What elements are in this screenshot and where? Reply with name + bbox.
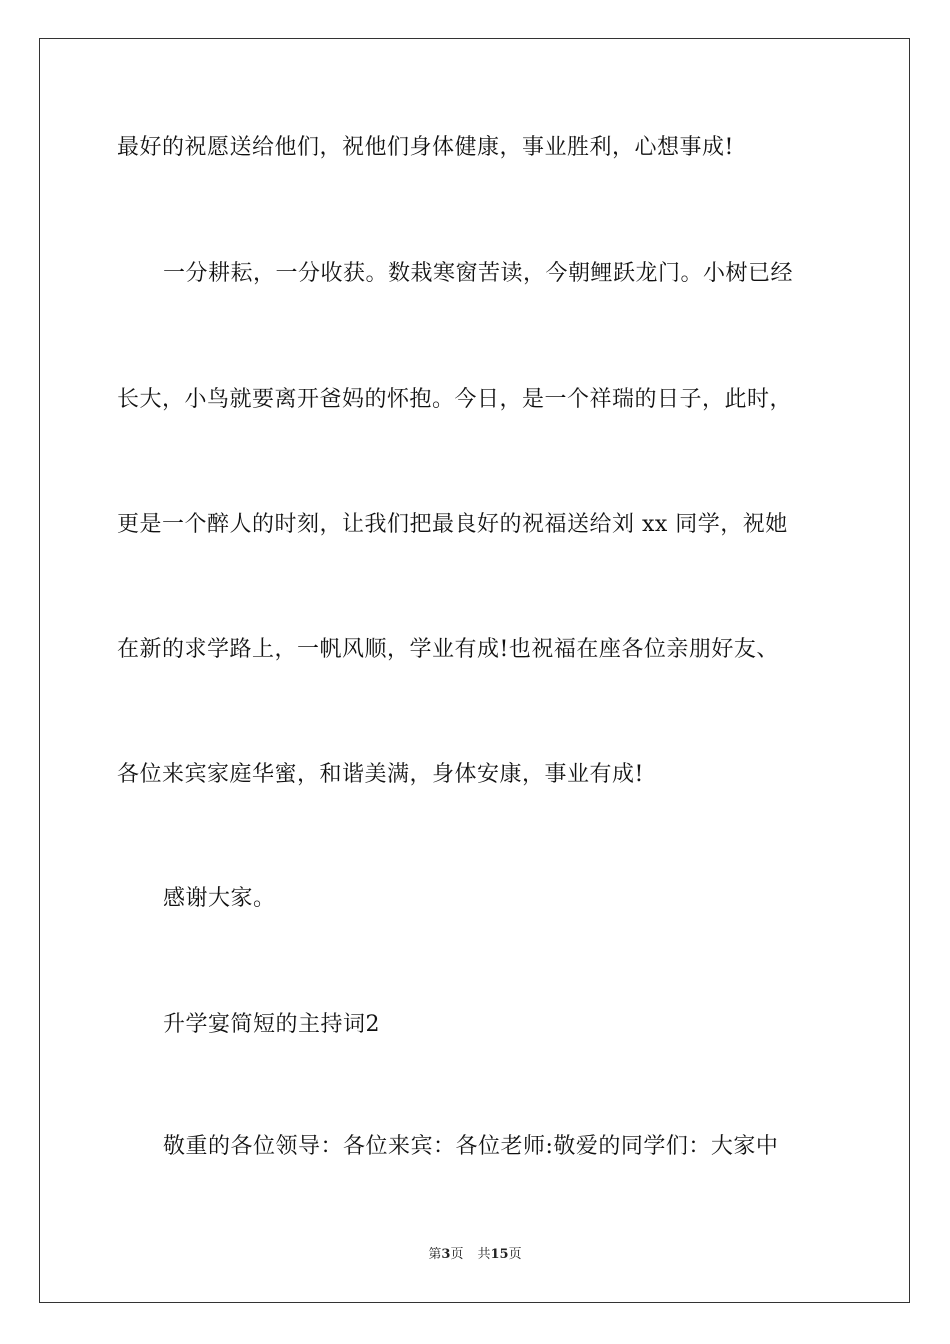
footer-page-total: 15 [490,1247,509,1262]
footer-page-suffix: 页 [450,1247,464,1262]
page-footer [0,1246,950,1264]
paragraph-line-7: 感谢大家。 [163,886,276,911]
paragraph-line-4: 更是一个醉人的时刻，让我们把最良好的祝福送给刘 xx 同学，祝她 [117,512,788,537]
paragraph-line-1: 最好的祝愿送给他们，祝他们身体健康，事业胜利，心想事成! [117,135,734,160]
section-heading: 升学宴简短的主持词2 [163,1012,380,1037]
paragraph-line-9: 敬重的各位领导：各位来宾：各位老师:敬爱的同学们：大家中 [163,1134,779,1159]
paragraph-line-5: 在新的求学路上，一帆风顺，学业有成!也祝福在座各位亲朋好友、 [117,637,779,662]
footer-total-suffix: 页 [508,1247,522,1262]
footer-page-current: 3 [441,1247,451,1262]
paragraph-line-2: 一分耕耘，一分收获。数栽寒窗苦读，今朝鲤跃龙门。小树已经 [163,261,794,286]
footer-total-prefix: 共 [477,1247,491,1262]
paragraph-line-3: 长大，小鸟就要离开爸妈的怀抱。今日，是一个祥瑞的日子，此时， [117,387,793,412]
footer-page-prefix: 第 [428,1247,442,1262]
page-border [39,38,910,1303]
paragraph-line-6: 各位来宾家庭华蜜，和谐美满，身体安康，事业有成! [117,762,644,787]
